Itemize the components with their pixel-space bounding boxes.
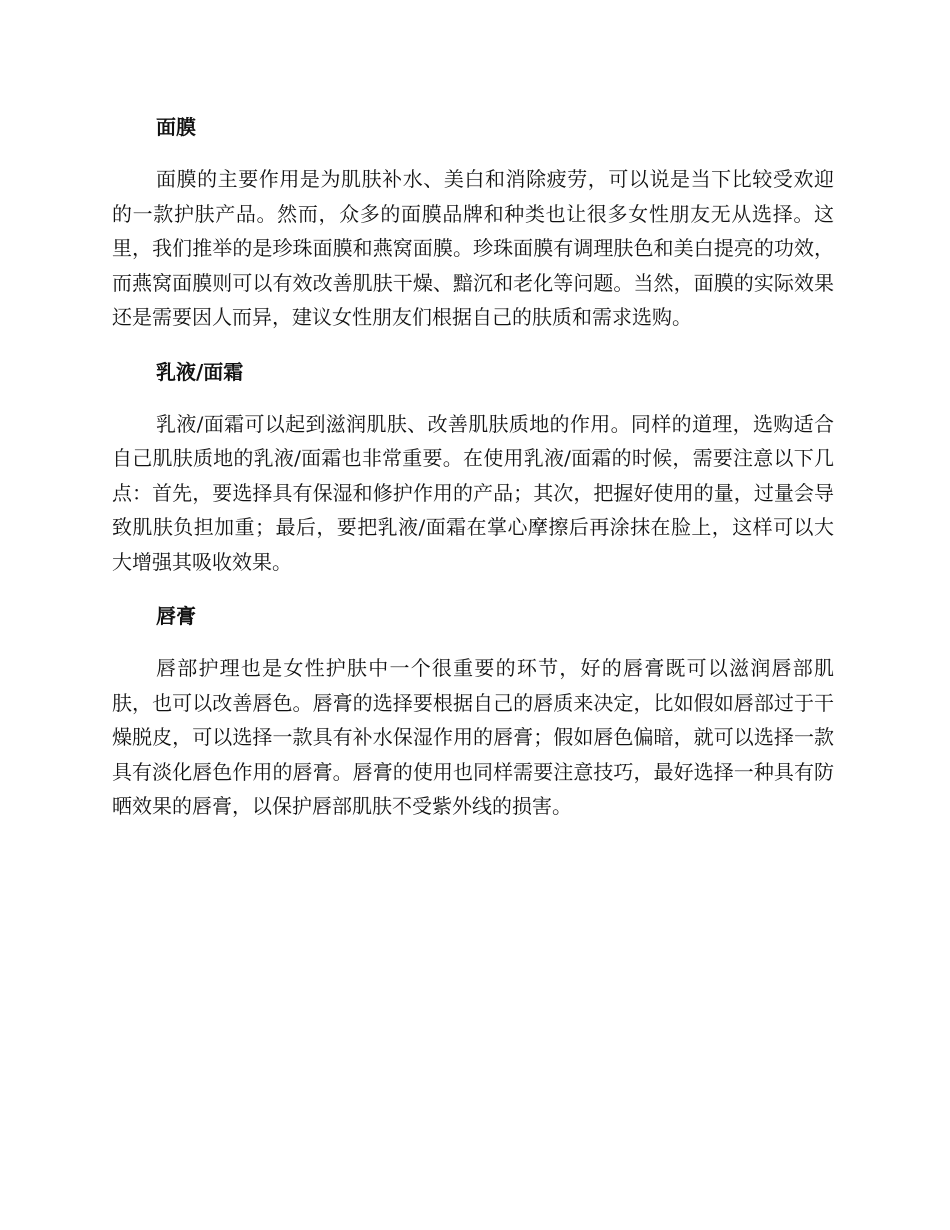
document-content: [112, 110, 834, 844]
section-paragraph: 唇部护理也是女性护肤中一个很重要的环节，好的唇膏既可以滋润唇部肌肤，也可以改善唇色。唇膏的选择要根据自己的唇质来决定，比如假如唇部过于干燥脱皮，可以选择一款具有补水保湿作用的唇膏；假如唇色偏暗，就可以选择一款具有淡化唇色作用的唇膏。唇膏的使用也同样需要注意技巧，最好选择一种具有防晒效果的唇膏，以保护唇部肌肤不受紫外线的损害。: [112, 656, 834, 818]
section-lotion-cream: [112, 355, 834, 580]
section-title: 乳液/面霜: [156, 359, 244, 384]
section-lip-balm: [112, 599, 834, 824]
section-title: 唇膏: [156, 604, 196, 628]
section-title: 面膜: [156, 115, 196, 139]
section-paragraph: 面膜的主要作用是为肌肤补水、美白和消除疲劳，可以说是当下比较受欢迎的一款护肤产品。然而，众多的面膜品牌和种类也让很多女性朋友无从选择。这里，我们推举的是珍珠面膜和燕窝面膜。珍珠面膜有调理肤色和美白提亮的功效，而燕窝面膜则可以有效改善肌肤干燥、黯沉和老化等问题。当然，面膜的实际效果还是需要因人而异，建议女性朋友们根据自己的肤质和需求选购。: [112, 167, 834, 329]
section-paragraph: 乳液/面霜可以起到滋润肌肤、改善肌肤质地的作用。同样的道理，选购适合自己肌肤质地的乳液/面霜也非常重要。在使用乳液/面霜的时候，需要注意以下几点：首先，要选择具有保湿和修护作用的产品；其次，把握好使用的量，过量会导致肌肤负担加重；最后，要把乳液/面霜在掌心摩擦后再涂抹在脸上，这样可以大大增强其吸收效果。: [112, 411, 834, 574]
section-mask: [112, 110, 834, 335]
